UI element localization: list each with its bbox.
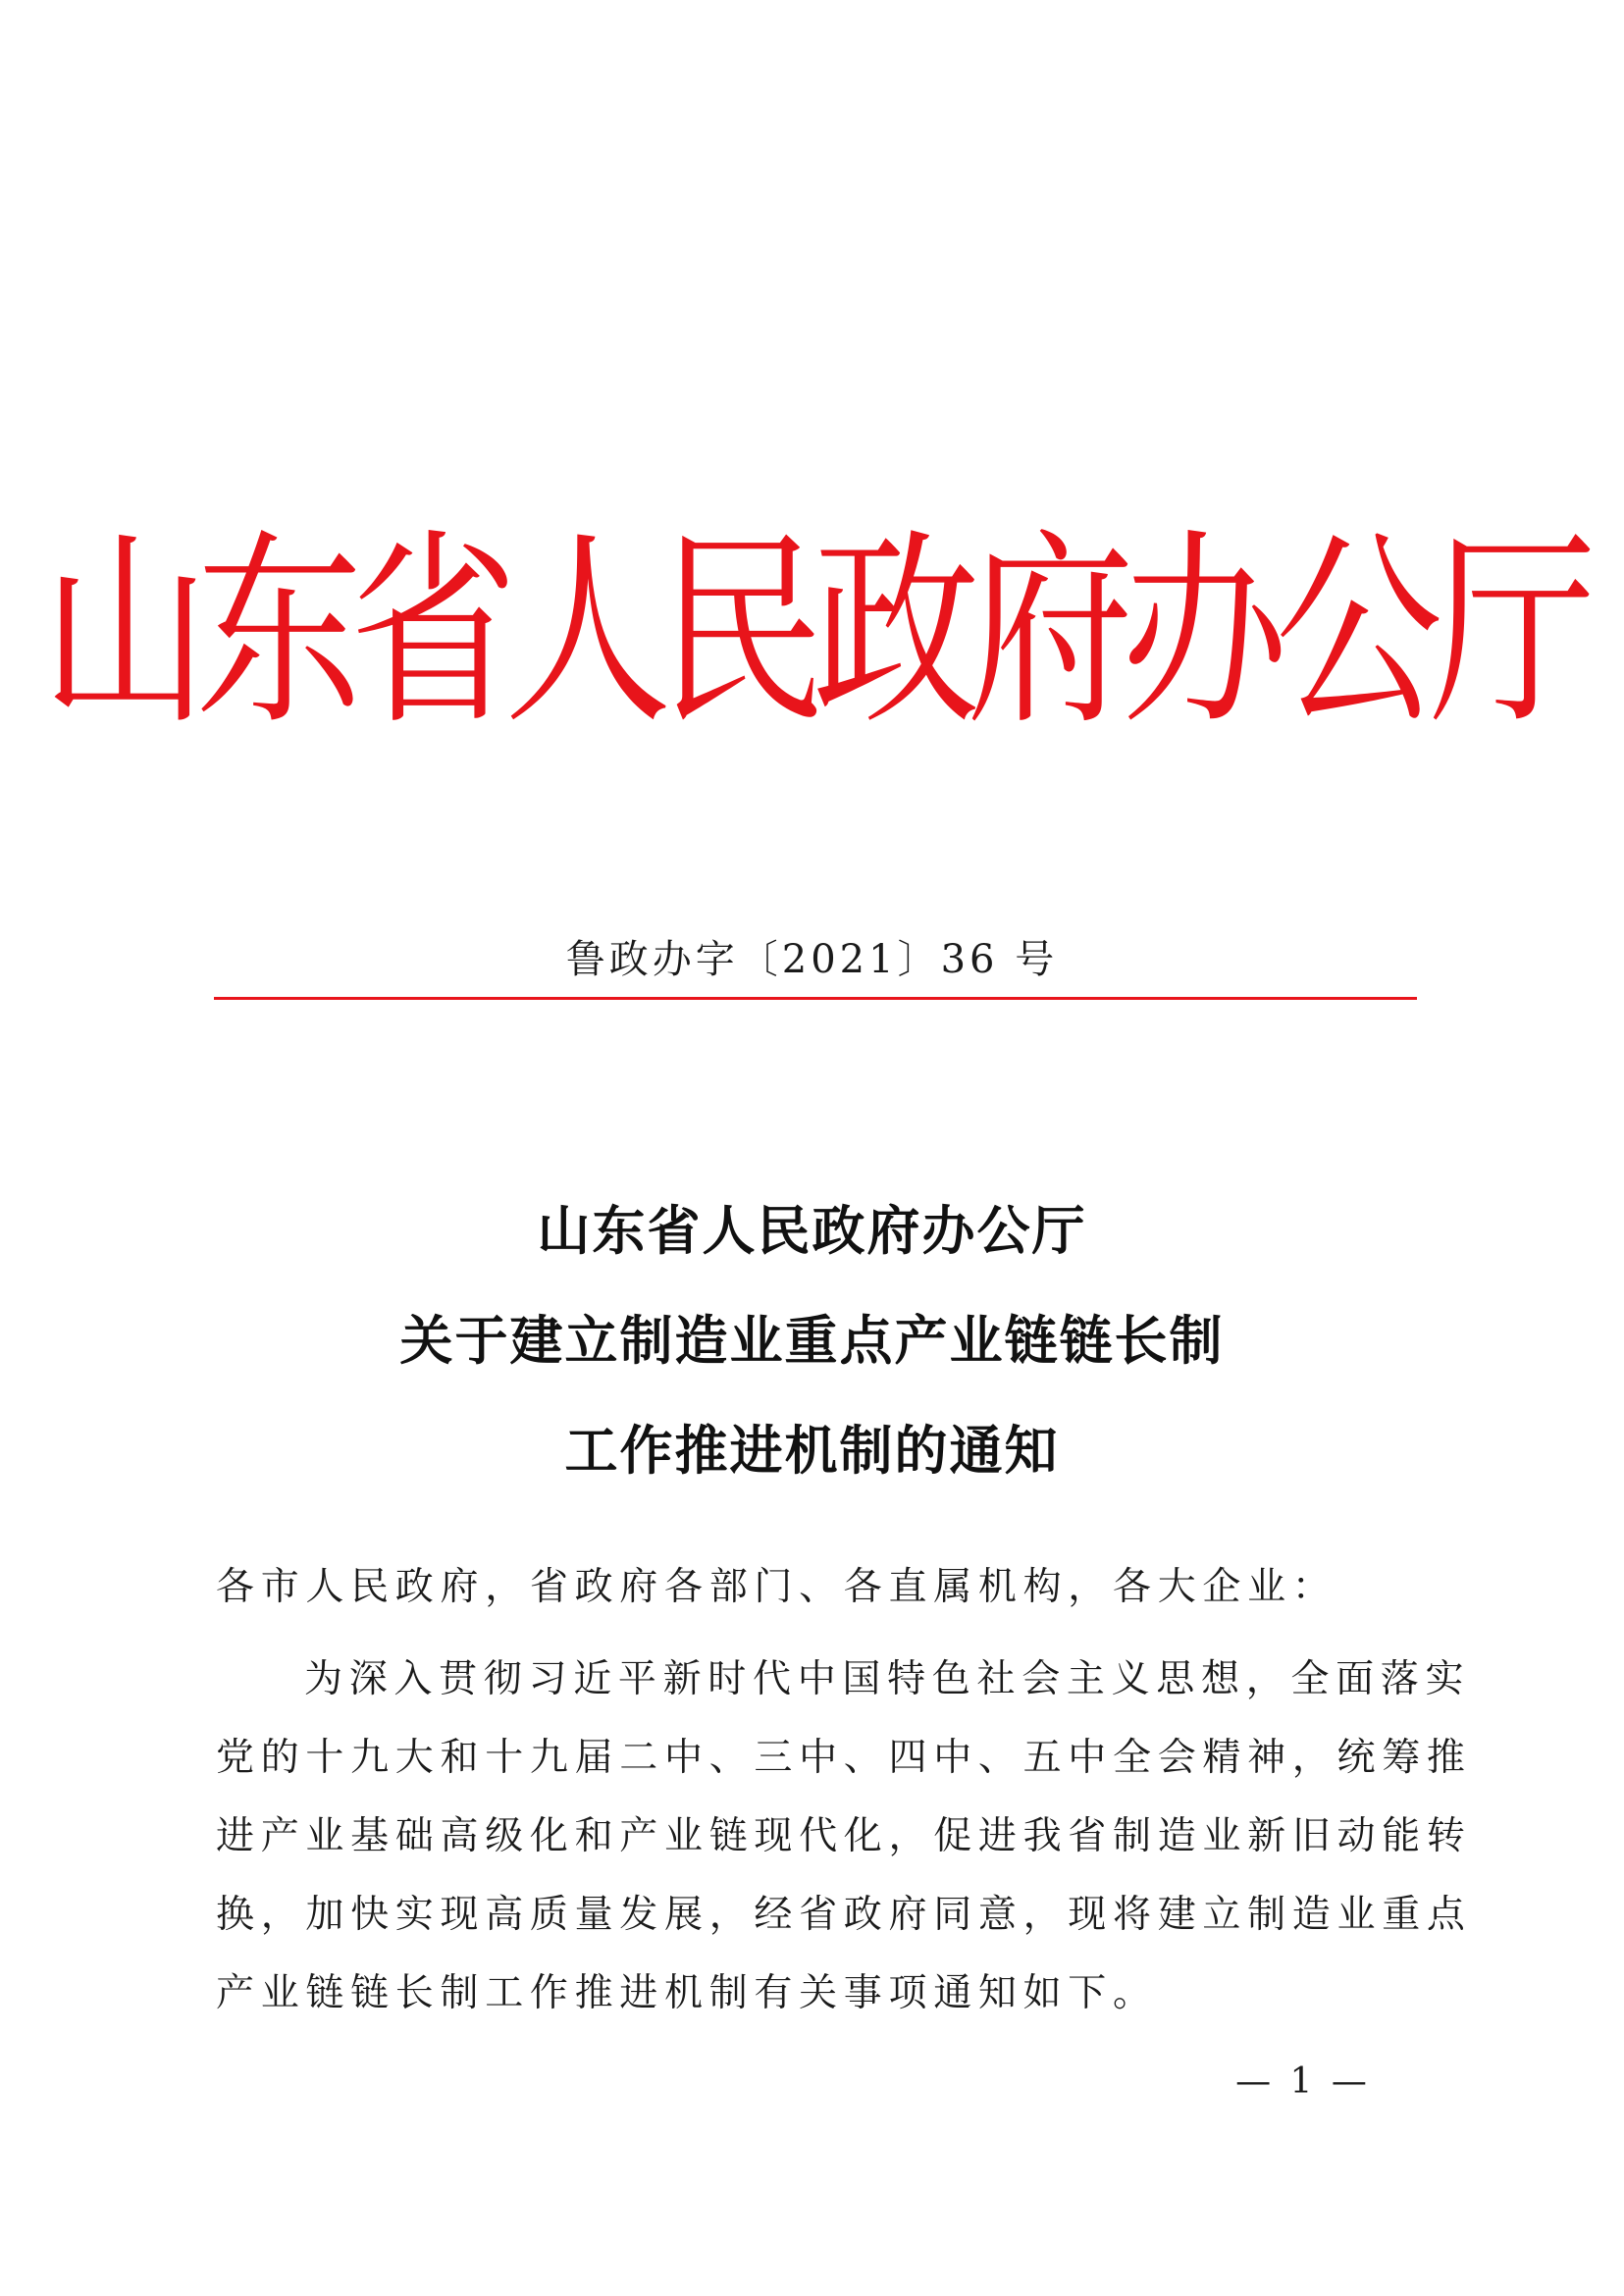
title-line-2: 关于建立制造业重点产业链链长制 bbox=[399, 1309, 1225, 1372]
body-line-5: 产业链链长制工作推进机制有关事项通知如下。 bbox=[216, 1971, 1158, 2015]
body-paragraph bbox=[216, 1641, 1472, 2033]
page-number: — 1 — bbox=[1235, 2061, 1371, 2102]
body-line-4: 换，加快实现高质量发展，经省政府同意，现将建立制造业重点 bbox=[216, 1893, 1472, 1937]
body-line-1: 为深入贯彻习近平新时代中国特色社会主义思想，全面落实 bbox=[304, 1657, 1471, 1701]
salutation: 各市人民政府，省政府各部门、各直属机构，各大企业： bbox=[216, 1565, 1337, 1609]
issuer-masthead: 山东省人民政府办公厅 bbox=[40, 511, 1584, 754]
masthead bbox=[40, 505, 1584, 760]
body-line-2: 党的十九大和十九届二中、三中、四中、五中全会精神，统筹推 bbox=[216, 1736, 1472, 1780]
title-line-3: 工作推进机制的通知 bbox=[564, 1419, 1060, 1482]
red-divider-line bbox=[214, 997, 1417, 1000]
document-title bbox=[0, 1175, 1624, 1505]
title-line-1: 山东省人民政府办公厅 bbox=[537, 1199, 1087, 1262]
body-line-3: 进产业基础高级化和产业链现代化，促进我省制造业新旧动能转 bbox=[216, 1814, 1472, 1858]
document-number: 鲁政办字〔2021〕36 号 bbox=[565, 937, 1059, 982]
